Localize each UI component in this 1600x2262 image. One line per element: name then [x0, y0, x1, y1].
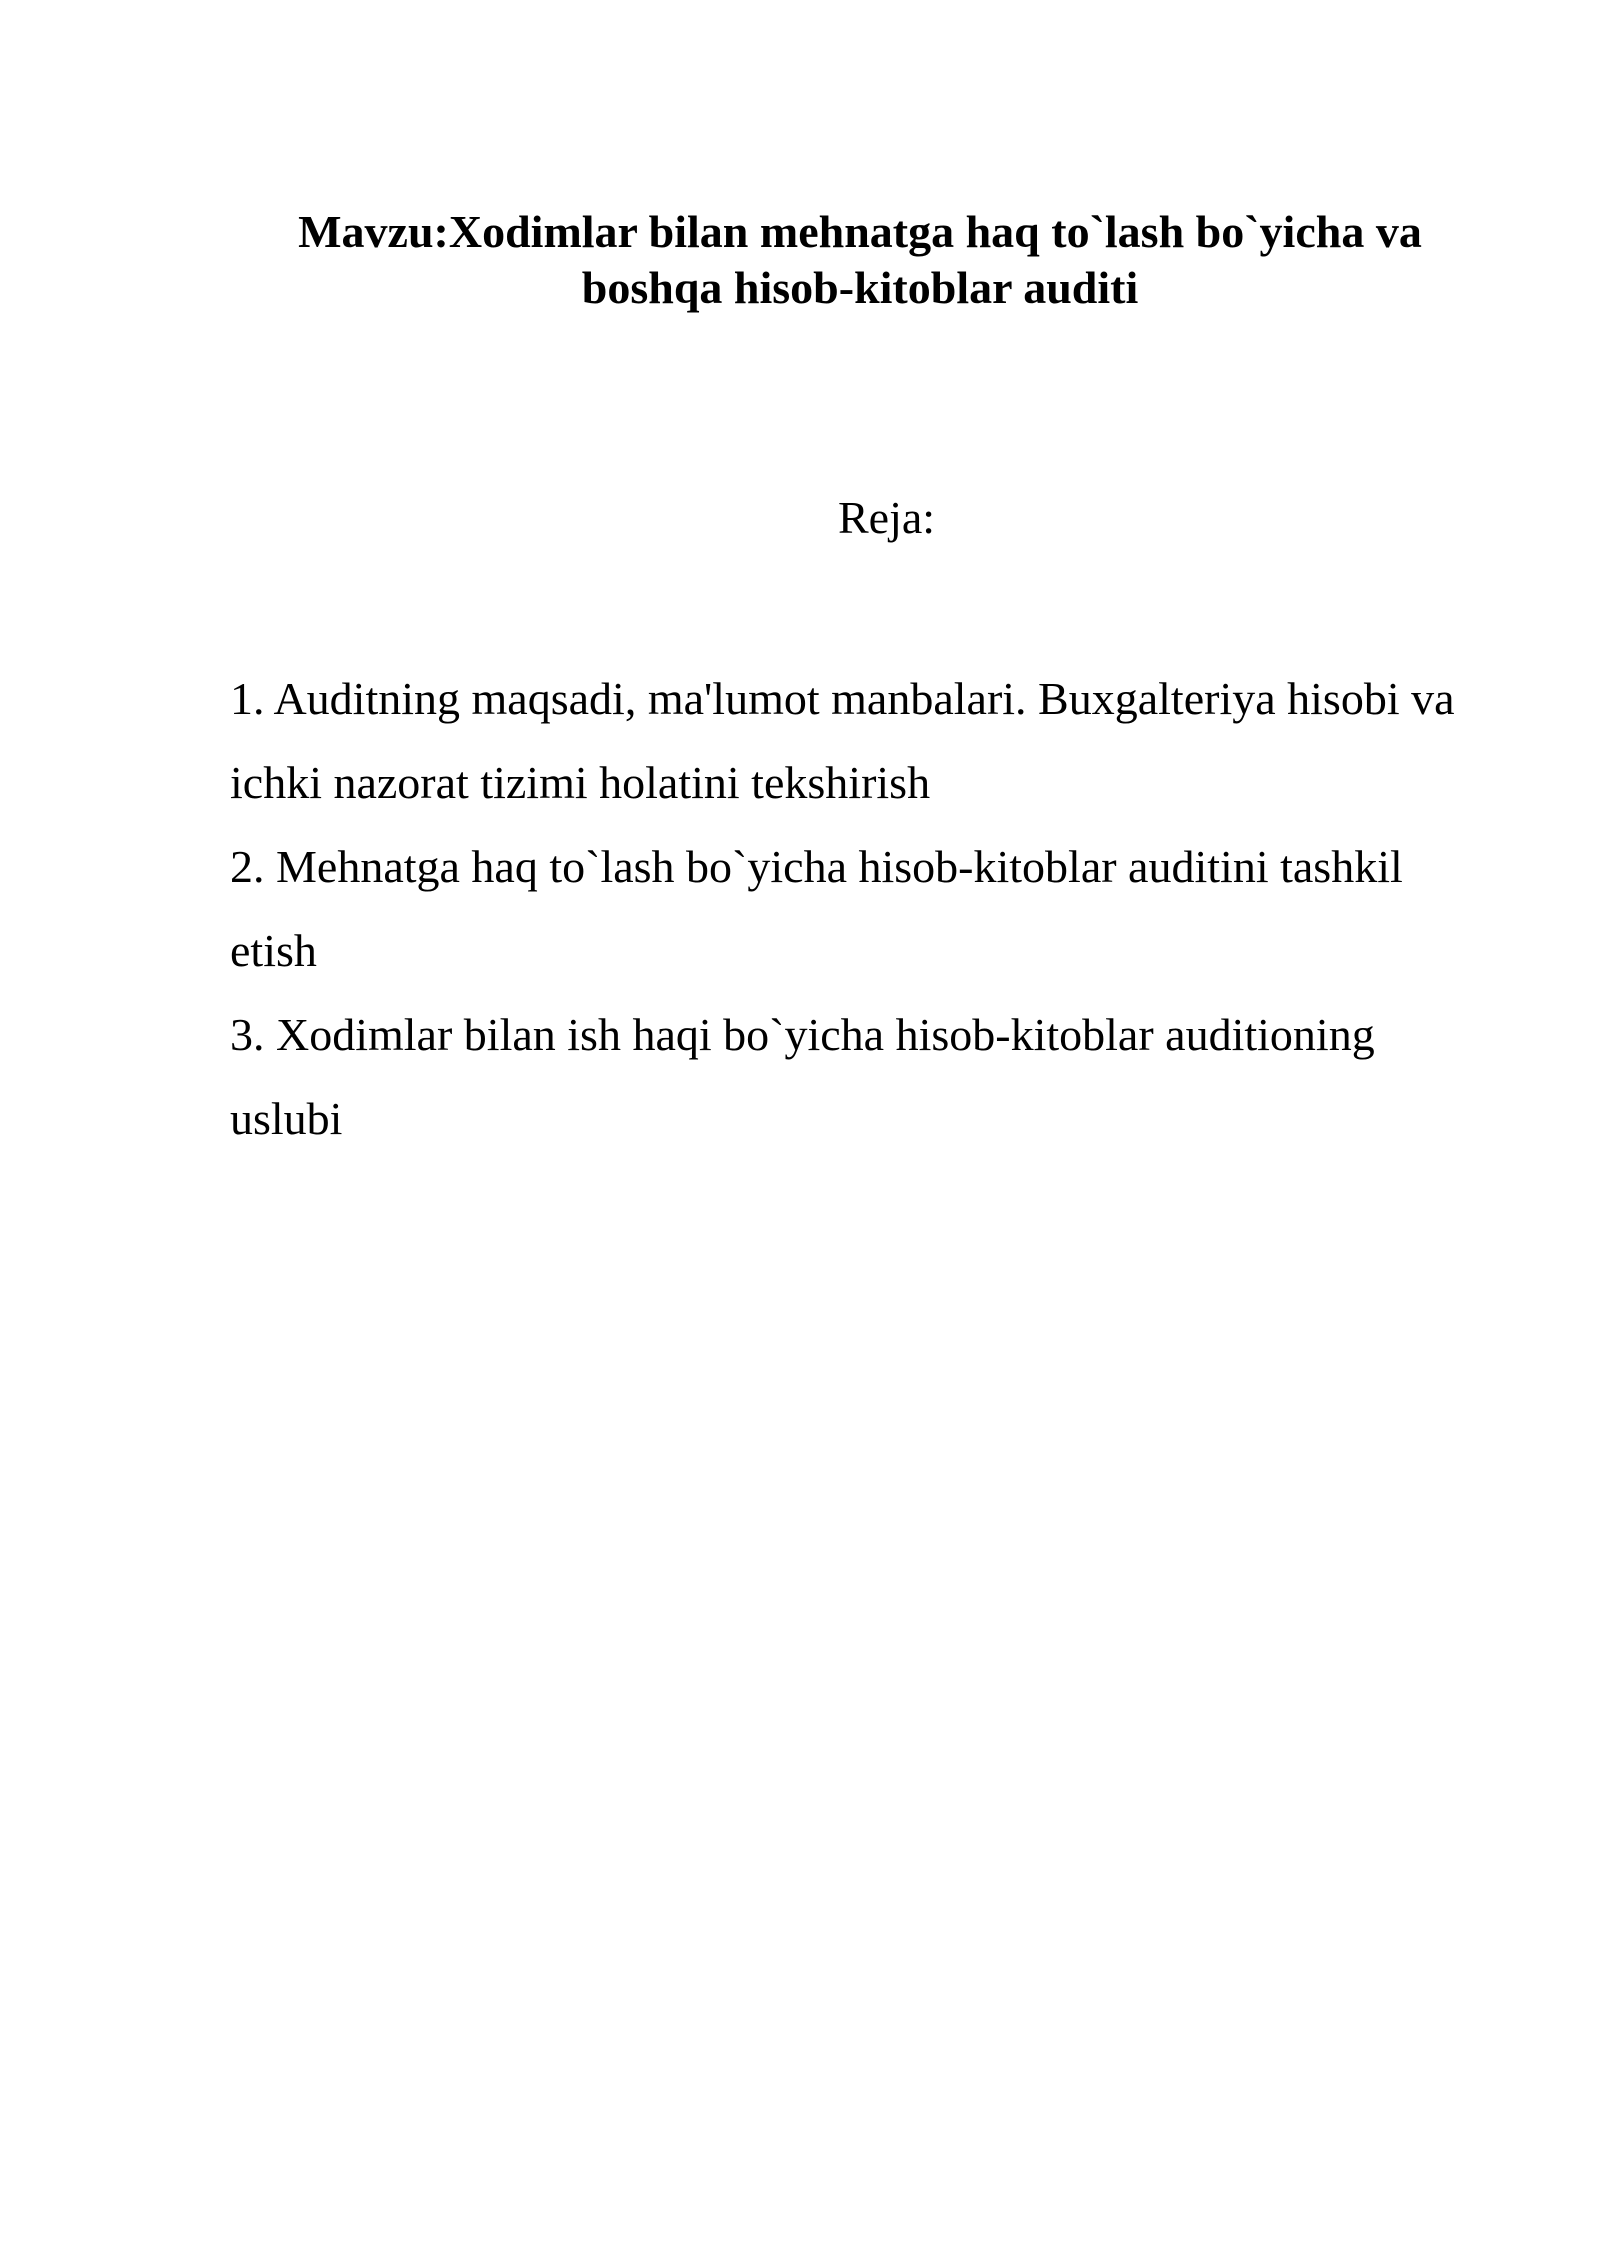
page-title [260, 204, 1460, 316]
title-line-2: boshqa hisob-kitoblar auditi [581, 262, 1139, 313]
plan-heading: Reja: [838, 492, 936, 543]
title-line-1: Mavzu:Xodimlar bilan mehnatga haq to`lash bo`yicha va [298, 206, 1422, 257]
plan-item: 3. Xodimlar bilan ish haqi bo`yicha hisob-kitoblar auditioning uslubi [230, 1009, 1375, 1144]
plan-list [230, 657, 1480, 1161]
plan-item: 1. Auditning maqsadi, ma'lumot manbalari. Buxgalteriya hisobi va ichki nazorat tizimi holatini tekshirish [230, 673, 1455, 808]
plan-item: 2. Mehnatga haq to`lash bo`yicha hisob-kitoblar auditini tashkil etish [230, 841, 1403, 976]
